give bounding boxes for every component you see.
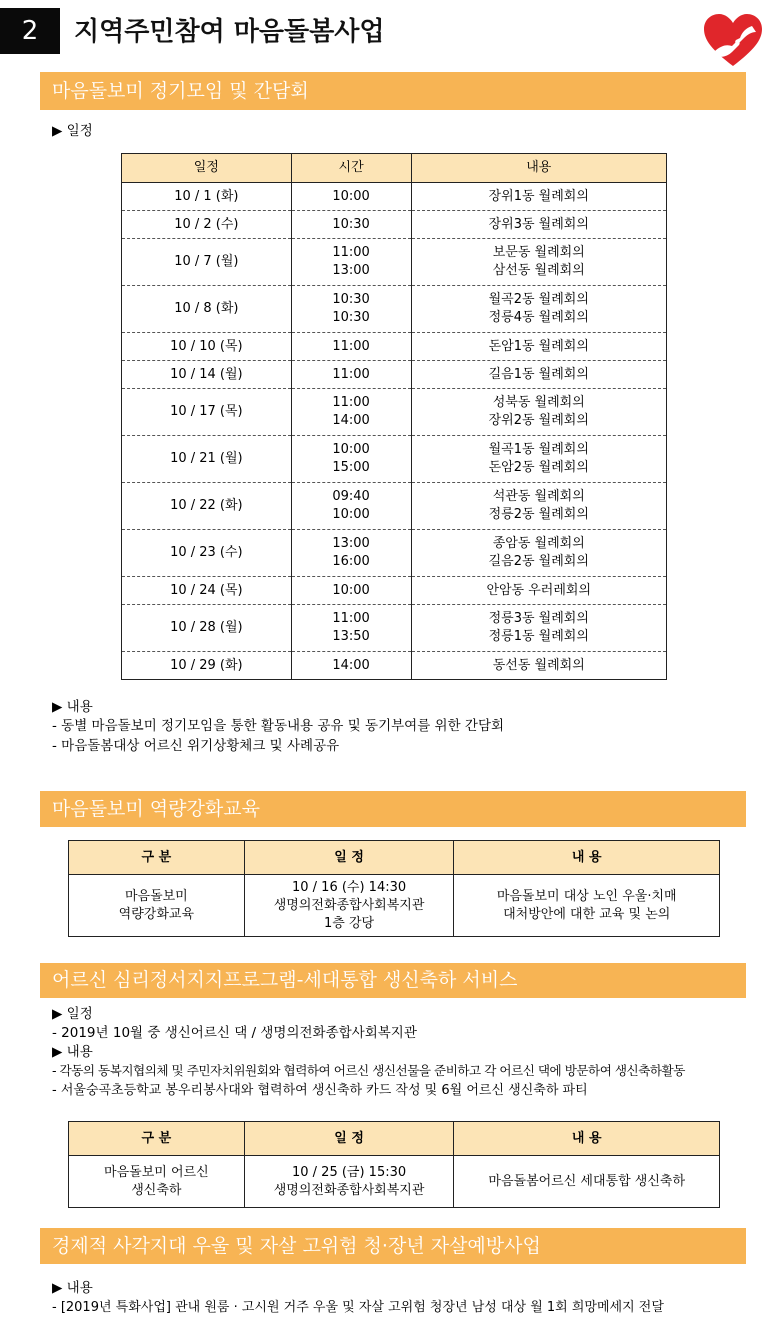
cell-line: 마음돌보미 어르신: [104, 1164, 209, 1180]
cell-line: 월곡2동 월례회의: [488, 292, 589, 307]
cell-line: 장위3동 월례회의: [488, 216, 589, 232]
cell-line: 대처방안에 대한 교육 및 논의: [503, 906, 671, 922]
content-cell: [411, 211, 667, 239]
cell-line: 10:30: [332, 216, 370, 232]
training-table: [68, 840, 720, 937]
cell-line: 10:00: [332, 442, 370, 457]
content-line: - 동별 마음돌보미 정기모임을 통한 활동내용 공유 및 동기부여를 위한 간담회: [52, 718, 505, 734]
table-row: [69, 875, 720, 937]
cell-line: 13:50: [332, 629, 370, 644]
date-cell: 10 / 8 (화): [122, 286, 292, 333]
birthday-table: [68, 1121, 720, 1208]
table-header-row: [122, 154, 667, 183]
table-header-row: [69, 1122, 720, 1156]
date-cell: 10 / 10 (목): [122, 333, 292, 361]
time-cell: [291, 652, 411, 680]
table-row: [122, 389, 667, 436]
table-row: [122, 361, 667, 389]
cell-line: 돈암2동 월례회의: [488, 460, 589, 475]
cell-line: 석관동 월례회의: [492, 489, 585, 504]
date-cell: 10 / 21 (월): [122, 436, 292, 483]
cell-line: 10:30: [332, 292, 370, 307]
cell-line: 삼선동 월례회의: [492, 263, 585, 278]
content-cell: [411, 183, 667, 211]
time-cell: [291, 436, 411, 483]
table-row: [122, 436, 667, 483]
content-line: - 2019년 10월 중 생신어르신 댁 / 생명의전화종합사회복지관: [52, 1025, 417, 1041]
cell-line: 월곡1동 월례회의: [488, 442, 589, 457]
time-cell: [291, 605, 411, 652]
table-cell: [454, 875, 720, 937]
page-header: [0, 0, 776, 70]
cell-line: 장위2동 월례회의: [488, 413, 589, 428]
cell-line: 정릉3동 월례회의: [488, 611, 589, 626]
column-header: 일 정: [244, 1122, 454, 1156]
cell-line: 11:00: [332, 395, 370, 410]
cell-line: 10:00: [332, 582, 370, 598]
cell-line: 길음2동 월례회의: [488, 554, 589, 569]
table-row: [122, 183, 667, 211]
content-cell: [411, 389, 667, 436]
content-cell: [411, 361, 667, 389]
time-cell: [291, 211, 411, 239]
cell-line: 역량강화교육: [118, 906, 195, 922]
content-cell: [411, 239, 667, 286]
table-header-row: [69, 841, 720, 875]
time-cell: [291, 333, 411, 361]
content-cell: [411, 530, 667, 577]
cell-line: 정릉1동 월례회의: [488, 629, 589, 644]
schedule-label: ▶ 일정: [52, 1006, 93, 1022]
cell-line: 10:00: [332, 188, 370, 204]
cell-line: 정릉2동 월례회의: [488, 507, 589, 522]
table-row: [122, 239, 667, 286]
cell-line: 생신축하: [131, 1182, 182, 1198]
table-row: [122, 333, 667, 361]
section-bar-suicide-prevention: 경제적 사각지대 우울 및 자살 고위험 청·장년 자살예방사업: [40, 1228, 746, 1264]
table-cell: [244, 1156, 454, 1208]
table-row: [122, 211, 667, 239]
cell-line: 1층 강당: [324, 915, 375, 931]
section-number: 2: [0, 8, 60, 54]
content-line: - 각동의 동복지협의체 및 주민자치위원회와 협력하여 어르신 생신선물을 준비하고 각 어르신 댁에 방문하여 생신축하활동: [52, 1063, 685, 1078]
content-cell: [411, 577, 667, 605]
cell-line: 13:00: [332, 263, 370, 278]
cell-line: 09:40: [332, 489, 370, 504]
heart-hands-logo-icon: [702, 12, 764, 68]
content-label: ▶ 내용: [52, 1280, 93, 1296]
time-cell: [291, 286, 411, 333]
section-bar-regular-meeting: 마음돌보미 정기모임 및 간담회: [40, 72, 746, 110]
time-cell: [291, 483, 411, 530]
cell-line: 동선동 월례회의: [492, 657, 585, 673]
content-label: ▶ 내용: [52, 1044, 93, 1060]
time-cell: [291, 183, 411, 211]
cell-line: 14:00: [332, 657, 370, 673]
date-cell: 10 / 23 (수): [122, 530, 292, 577]
content-line: - 마음돌봄대상 어르신 위기상황체크 및 사례공유: [52, 738, 340, 754]
column-header: 구 분: [69, 1122, 245, 1156]
table-cell: [454, 1156, 720, 1208]
content-label: ▶ 내용: [52, 699, 93, 715]
column-header: 시간: [291, 154, 411, 183]
cell-line: 13:00: [332, 536, 370, 551]
cell-line: 10 / 25 (금) 15:30: [291, 1164, 407, 1180]
cell-line: 장위1동 월례회의: [488, 188, 589, 204]
time-cell: [291, 239, 411, 286]
table-cell: [69, 875, 245, 937]
cell-line: 길음1동 월례회의: [488, 366, 589, 382]
time-cell: [291, 361, 411, 389]
cell-line: 16:00: [332, 554, 370, 569]
column-header: 일정: [122, 154, 292, 183]
cell-line: 성북동 월례회의: [492, 395, 585, 410]
cell-line: 생명의전화종합사회복지관: [273, 1182, 425, 1198]
date-cell: 10 / 22 (화): [122, 483, 292, 530]
cell-line: 돈암1동 월례회의: [488, 338, 589, 354]
column-header: 내용: [411, 154, 667, 183]
cell-line: 종암동 월례회의: [492, 536, 585, 551]
cell-line: 정릉4동 월례회의: [488, 310, 589, 325]
time-cell: [291, 389, 411, 436]
cell-line: 10:00: [332, 507, 370, 522]
cell-line: 안암동 우러레회의: [486, 582, 592, 598]
cell-line: 보문동 월례회의: [492, 245, 585, 260]
page-title: 지역주민참여 마음돌봄사업: [74, 17, 385, 47]
date-cell: 10 / 28 (월): [122, 605, 292, 652]
section-bar-birthday-service: 어르신 심리정서지지프로그램-세대통합 생신축하 서비스: [40, 963, 746, 998]
table-row: [122, 530, 667, 577]
table-row: [122, 605, 667, 652]
table-cell: [244, 875, 454, 937]
date-cell: 10 / 17 (목): [122, 389, 292, 436]
schedule-label: ▶ 일정: [52, 123, 93, 139]
date-cell: 10 / 24 (목): [122, 577, 292, 605]
column-header: 구 분: [69, 841, 245, 875]
date-cell: 10 / 1 (화): [122, 183, 292, 211]
cell-line: 11:00: [332, 611, 370, 626]
cell-line: 10 / 16 (수) 14:30: [291, 879, 407, 895]
meeting-schedule-table: [121, 153, 667, 680]
cell-line: 11:00: [332, 366, 370, 382]
cell-line: 생명의전화종합사회복지관: [273, 897, 425, 913]
content-cell: [411, 605, 667, 652]
table-row: [122, 483, 667, 530]
cell-line: 마음돌보미: [124, 888, 188, 904]
date-cell: 10 / 2 (수): [122, 211, 292, 239]
date-cell: 10 / 29 (화): [122, 652, 292, 680]
table-row: [69, 1156, 720, 1208]
column-header: 내 용: [454, 841, 720, 875]
cell-line: 11:00: [332, 245, 370, 260]
content-line: - [2019년 특화사업] 관내 원룸 · 고시원 거주 우울 및 자살 고위험 청장년 남성 대상 월 1회 희망메세지 전달: [52, 1300, 664, 1315]
cell-line: 마음돌봄어르신 세대통합 생신축하: [488, 1173, 686, 1189]
cell-line: 10:30: [332, 310, 370, 325]
column-header: 일 정: [244, 841, 454, 875]
content-cell: [411, 652, 667, 680]
column-header: 내 용: [454, 1122, 720, 1156]
content-cell: [411, 286, 667, 333]
content-line: - 서울숭곡초등학교 봉우리봉사대와 협력하여 생신축하 카드 작성 및 6월 어르신 생신축하 파티: [52, 1083, 588, 1098]
cell-line: 11:00: [332, 338, 370, 354]
table-cell: [69, 1156, 245, 1208]
table-row: [122, 286, 667, 333]
section-bar-capacity-training: 마음돌보미 역량강화교육: [40, 791, 746, 827]
table-row: [122, 577, 667, 605]
content-cell: [411, 333, 667, 361]
date-cell: 10 / 14 (월): [122, 361, 292, 389]
cell-line: 14:00: [332, 413, 370, 428]
table-row: [122, 652, 667, 680]
cell-line: 15:00: [332, 460, 370, 475]
cell-line: 마음돌보미 대상 노인 우울·치매: [496, 888, 677, 904]
date-cell: 10 / 7 (월): [122, 239, 292, 286]
time-cell: [291, 530, 411, 577]
time-cell: [291, 577, 411, 605]
content-cell: [411, 483, 667, 530]
content-cell: [411, 436, 667, 483]
